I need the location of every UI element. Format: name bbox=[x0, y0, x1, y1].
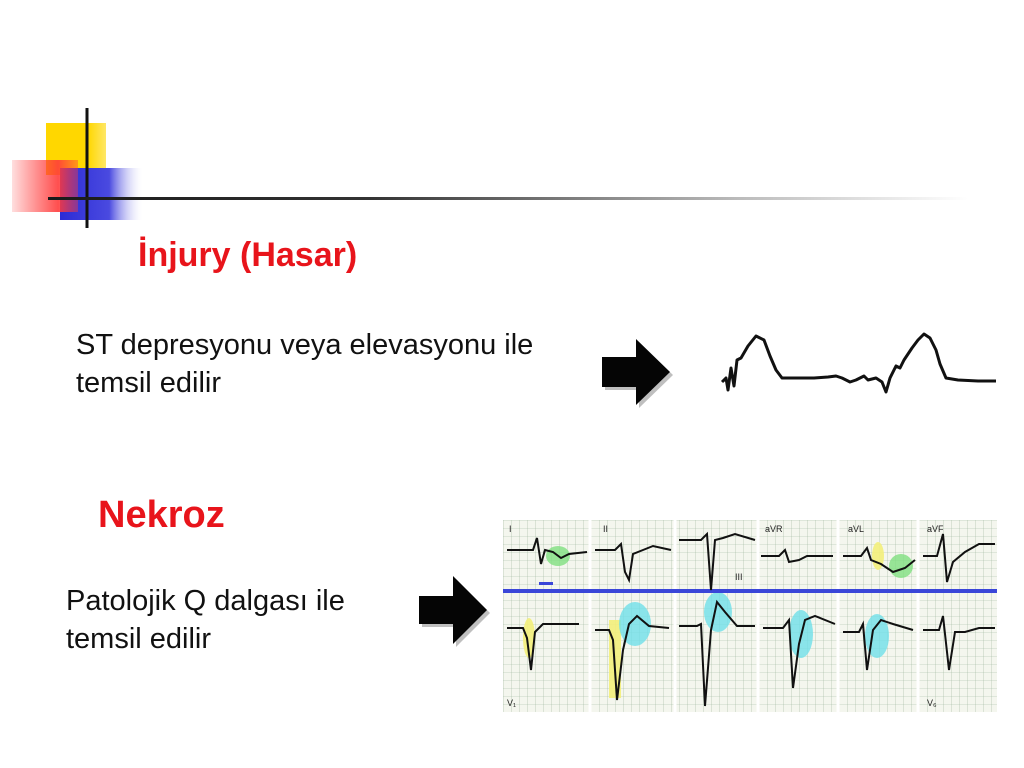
right-arrow-icon bbox=[415, 572, 491, 648]
st-elevation-ecg-trace bbox=[718, 320, 998, 410]
decorative-corner-squares bbox=[0, 0, 160, 240]
necrosis-heading: Nekroz bbox=[98, 494, 225, 536]
lead-label: V₁ bbox=[507, 698, 517, 708]
highlight-cyan bbox=[704, 592, 732, 632]
injury-description: ST depresyonu veya elevasyonu ile temsil edilir bbox=[76, 329, 534, 399]
injury-heading: İnjury (Hasar) bbox=[138, 236, 358, 274]
panel-divider-line bbox=[503, 589, 997, 593]
lead-label: aVF bbox=[927, 524, 944, 534]
necrosis-description: Patolojik Q dalgası ile temsil edilir bbox=[66, 585, 345, 655]
lead-label: aVL bbox=[848, 524, 865, 534]
right-arrow-icon bbox=[598, 335, 674, 409]
lead-label: II bbox=[603, 524, 609, 534]
lead-label: III bbox=[735, 572, 743, 582]
lead-label: V₆ bbox=[927, 698, 937, 708]
red-square bbox=[12, 160, 78, 212]
twelve-lead-ecg-image bbox=[503, 520, 997, 712]
title-divider-line bbox=[48, 197, 968, 200]
lead-label: aVR bbox=[765, 524, 783, 534]
highlight-green bbox=[889, 554, 913, 578]
lead-label: I bbox=[509, 524, 512, 534]
